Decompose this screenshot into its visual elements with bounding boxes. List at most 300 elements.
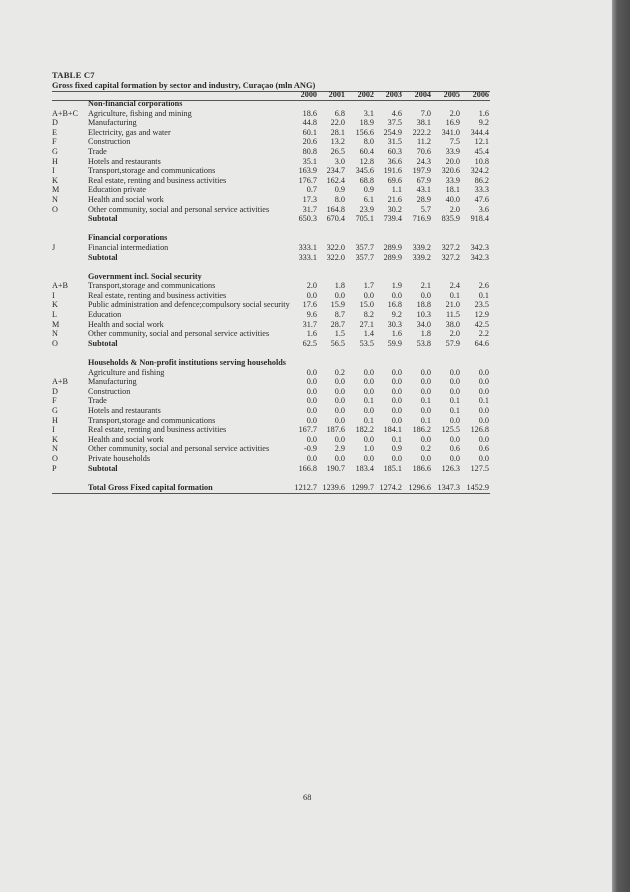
value-2000: 1212.7 (294, 482, 317, 492)
value-2006: 0.1 (478, 396, 489, 406)
value-2002: 0.0 (363, 406, 374, 415)
value-2004: 0.0 (420, 290, 431, 300)
value-2003: 0.1 (391, 434, 402, 444)
value-2000: 650.3 (298, 214, 317, 224)
value-2004: 339.2 (412, 242, 431, 252)
value-2004: 34.0 (416, 319, 431, 329)
value-2005: 320.6 (441, 166, 460, 176)
row-label: Electricity, gas and water (88, 127, 171, 137)
value-2004: 67.9 (416, 175, 431, 185)
value-2002: 156.6 (355, 127, 374, 137)
value-2005: 7.5 (449, 137, 460, 147)
value-2002: 357.7 (355, 242, 374, 252)
value-2000: 0.0 (306, 396, 317, 406)
value-2000: 333.1 (298, 252, 317, 262)
value-2002: 0.0 (363, 386, 374, 396)
subtotal-row (52, 214, 490, 224)
value-2006: 45.4 (474, 146, 489, 156)
value-2006: 47.6 (474, 194, 489, 204)
value-2000: 333.1 (298, 242, 317, 252)
value-2006: 342.3 (470, 252, 489, 262)
value-2006: 0.0 (478, 377, 489, 387)
value-2002: 0.9 (363, 185, 374, 195)
value-2005: 0.0 (449, 415, 460, 425)
industry-code: K (52, 300, 58, 310)
row-label: Other community, social and personal service activities (88, 204, 270, 214)
value-2004: 0.0 (420, 453, 431, 463)
value-2005: 0.1 (449, 396, 460, 406)
value-2005: 33.9 (445, 146, 460, 156)
value-2002: 18.9 (359, 118, 374, 128)
value-2004: 10.3 (416, 310, 431, 320)
row-label: Manufacturing (88, 118, 137, 128)
value-2000: 44.8 (302, 118, 317, 128)
value-2001: 1.8 (334, 281, 345, 291)
value-2005: 0.0 (449, 453, 460, 463)
value-2001: 0.0 (334, 386, 345, 396)
industry-code: N (52, 444, 58, 454)
value-2002: 0.1 (363, 396, 374, 406)
section-heading (52, 272, 490, 282)
value-2000: 17.3 (302, 194, 317, 204)
table-row (52, 387, 490, 397)
value-2003: 191.6 (383, 166, 402, 176)
value-2000: 20.6 (302, 137, 317, 147)
value-2001: 0.0 (334, 396, 345, 406)
value-2000: 31.7 (302, 319, 317, 329)
value-2000: 0.0 (306, 386, 317, 396)
value-2005: 0.1 (449, 290, 460, 300)
value-2000: 0.0 (306, 415, 317, 425)
value-2002: 1.7 (363, 281, 374, 291)
value-2004: 2.1 (420, 281, 431, 291)
value-2006: 126.8 (470, 425, 489, 435)
value-2003: 739.4 (383, 214, 402, 224)
year-header-2002: 2002 (357, 90, 374, 99)
table-row (52, 147, 490, 157)
value-2005: 0.6 (449, 444, 460, 454)
value-2006: 86.2 (474, 175, 489, 185)
value-2003: 0.0 (391, 406, 402, 415)
value-2001: 162.4 (326, 175, 345, 185)
value-2002: 0.0 (363, 453, 374, 463)
row-label: Hotels and restaurants (88, 406, 161, 415)
value-2002: 1.4 (363, 329, 374, 339)
value-2001: 0.0 (334, 453, 345, 463)
industry-code: K (52, 175, 58, 185)
value-2006: 0.0 (478, 434, 489, 444)
value-2002: 12.8 (359, 156, 374, 166)
industry-code: A+B+C (52, 108, 79, 118)
value-2003: 30.2 (387, 204, 402, 214)
value-2004: 0.0 (420, 386, 431, 396)
table-row (52, 425, 490, 435)
row-label: Health and social work (88, 194, 164, 204)
value-2000: 2.0 (306, 281, 317, 291)
value-2004: 186.6 (412, 463, 431, 473)
industry-code: A+B (52, 377, 68, 387)
value-2005: 40.0 (445, 194, 460, 204)
value-2001: 0.2 (334, 367, 345, 377)
year-header-2005: 2005 (443, 90, 460, 99)
value-2005: 11.5 (445, 310, 460, 320)
value-2000: 163.9 (298, 166, 317, 176)
value-2000: -0.9 (304, 444, 317, 454)
value-2003: 1.6 (391, 329, 402, 339)
value-2000: 0.0 (306, 290, 317, 300)
value-2005: 0.0 (449, 367, 460, 377)
value-2001: 164.8 (326, 204, 345, 214)
table-row (52, 310, 490, 320)
row-label: Transport,storage and communications (88, 281, 216, 291)
table-row (52, 329, 490, 339)
value-2004: 43.1 (416, 185, 431, 195)
value-2001: 0.0 (334, 415, 345, 425)
table-row (52, 205, 490, 215)
value-2005: 2.0 (449, 108, 460, 118)
subtotal-row (52, 483, 490, 493)
table-row (52, 195, 490, 205)
value-2004: 339.2 (412, 252, 431, 262)
value-2004: 53.8 (416, 338, 431, 348)
value-2000: 0.7 (306, 185, 317, 195)
industry-code: E (52, 127, 58, 137)
value-2006: 3.6 (478, 204, 489, 214)
bottom-rule (52, 493, 490, 494)
value-2005: 20.0 (445, 156, 460, 166)
section-label: Households & Non-profit institutions serving households (88, 358, 286, 368)
value-2001: 3.0 (334, 156, 345, 166)
value-2000: 0.0 (306, 434, 317, 444)
value-2003: 60.3 (387, 146, 402, 156)
row-label: Health and social work (88, 319, 164, 329)
row-label: Hotels and restaurants (88, 156, 161, 166)
value-2004: 1296.6 (408, 482, 431, 492)
value-2006: 344.4 (470, 127, 489, 137)
section-label: Government incl. Social security (88, 271, 202, 281)
row-label: Real estate, renting and business activities (88, 425, 227, 435)
row-label: Construction (88, 386, 131, 396)
value-2006: 12.9 (474, 310, 489, 320)
value-2006: 10.8 (474, 156, 489, 166)
industry-code: H (52, 156, 58, 166)
value-2003: 0.0 (391, 367, 402, 377)
value-2002: 0.0 (363, 290, 374, 300)
value-2002: 182.2 (355, 425, 374, 435)
table-row (52, 435, 490, 445)
value-2002: 0.0 (363, 377, 374, 387)
value-2004: 716.9 (412, 214, 431, 224)
value-2004: 0.0 (420, 406, 431, 415)
table-row (52, 185, 490, 195)
value-2004: 5.7 (420, 204, 431, 214)
value-2004: 0.1 (420, 396, 431, 406)
value-2001: 0.0 (334, 406, 345, 415)
row-label: Transport,storage and communications (88, 166, 216, 176)
page-number: 68 (303, 793, 312, 802)
year-header-2001: 2001 (328, 90, 345, 99)
industry-code: N (52, 194, 58, 204)
value-2005: 327.2 (441, 252, 460, 262)
value-2001: 8.0 (334, 194, 345, 204)
value-2001: 2.9 (334, 444, 345, 454)
value-2005: 21.0 (445, 300, 460, 310)
value-2005: 0.1 (449, 406, 460, 415)
industry-code: A+B (52, 281, 68, 291)
row-label: Trade (88, 396, 107, 406)
value-2000: 166.8 (298, 463, 317, 473)
row-label: Subtotal (88, 338, 118, 348)
value-2004: 197.9 (412, 166, 431, 176)
value-2003: 184.1 (383, 425, 402, 435)
value-2001: 6.8 (334, 108, 345, 118)
value-2005: 835.9 (441, 214, 460, 224)
row-label: Real estate, renting and business activities (88, 175, 227, 185)
value-2003: 254.9 (383, 127, 402, 137)
value-2002: 357.7 (355, 252, 374, 262)
row-label: Education (88, 310, 122, 320)
table-row (52, 137, 490, 147)
industry-code: P (52, 463, 57, 473)
value-2004: 38.1 (416, 118, 431, 128)
table-id: TABLE C7 (52, 70, 95, 80)
value-2003: 4.6 (391, 108, 402, 118)
value-2004: 0.0 (420, 367, 431, 377)
year-header-2000: 2000 (300, 90, 317, 99)
table-body (52, 99, 490, 492)
value-2005: 126.3 (441, 463, 460, 473)
row-label: Subtotal (88, 214, 118, 224)
value-2001: 0.0 (334, 377, 345, 387)
row-label: Health and social work (88, 434, 164, 444)
industry-code: G (52, 406, 58, 415)
value-2001: 1239.6 (322, 482, 345, 492)
value-2006: 0.0 (478, 453, 489, 463)
value-2001: 13.2 (330, 137, 345, 147)
value-2000: 0.0 (306, 377, 317, 387)
value-2006: 342.3 (470, 242, 489, 252)
industry-code: K (52, 434, 58, 444)
value-2002: 1.0 (363, 444, 374, 454)
table-row (52, 281, 490, 291)
value-2001: 1.5 (334, 329, 345, 339)
table-row (52, 377, 490, 387)
industry-code: G (52, 146, 58, 156)
value-2005: 2.0 (449, 204, 460, 214)
value-2000: 35.1 (302, 156, 317, 166)
row-label: Manufacturing (88, 377, 137, 387)
value-2002: 345.6 (355, 166, 374, 176)
value-2003: 37.5 (387, 118, 402, 128)
value-2005: 0.0 (449, 386, 460, 396)
table-row (52, 109, 490, 119)
value-2005: 0.0 (449, 434, 460, 444)
value-2004: 24.3 (416, 156, 431, 166)
industry-code: M (52, 319, 60, 329)
table-row (52, 157, 490, 167)
value-2004: 28.9 (416, 194, 431, 204)
value-2000: 80.8 (302, 146, 317, 156)
value-2006: 0.0 (478, 406, 489, 415)
row-label: Transport,storage and communications (88, 415, 216, 425)
value-2000: 9.6 (306, 310, 317, 320)
value-2005: 57.9 (445, 338, 460, 348)
value-2004: 7.0 (420, 108, 431, 118)
table-row (52, 166, 490, 176)
value-2006: 12.1 (474, 137, 489, 147)
value-2006: 0.0 (478, 386, 489, 396)
row-label: Real estate, renting and business activities (88, 290, 227, 300)
table-row (52, 291, 490, 301)
value-2001: 670.4 (326, 214, 345, 224)
value-2004: 0.0 (420, 377, 431, 387)
value-2002: 8.0 (363, 137, 374, 147)
value-2000: 176.7 (298, 175, 317, 185)
value-2000: 0.0 (306, 367, 317, 377)
table-row (52, 406, 490, 416)
value-2001: 0.0 (334, 290, 345, 300)
row-label: Education private (88, 185, 146, 195)
row-label: Subtotal (88, 252, 118, 262)
value-2003: 69.6 (387, 175, 402, 185)
value-2005: 16.9 (445, 118, 460, 128)
row-label: Subtotal (88, 463, 118, 473)
row-label: Other community, social and personal service activities (88, 444, 270, 454)
value-2000: 17.6 (302, 300, 317, 310)
value-2003: 1274.2 (379, 482, 402, 492)
value-2002: 1299.7 (351, 482, 374, 492)
year-header-2003: 2003 (385, 90, 402, 99)
value-2001: 190.7 (326, 463, 345, 473)
value-2000: 62.5 (302, 338, 317, 348)
industry-code: D (52, 386, 58, 396)
industry-code: L (52, 310, 58, 320)
value-2005: 33.9 (445, 175, 460, 185)
value-2003: 31.5 (387, 137, 402, 147)
value-2001: 187.6 (326, 425, 345, 435)
value-2006: 0.0 (478, 367, 489, 377)
value-2002: 53.5 (359, 338, 374, 348)
value-2001: 22.0 (330, 118, 345, 128)
value-2006: 127.5 (470, 463, 489, 473)
value-2002: 8.2 (363, 310, 374, 320)
value-2001: 234.7 (326, 166, 345, 176)
value-2001: 0.9 (334, 185, 345, 195)
row-label: Agriculture, fishing and mining (88, 108, 192, 118)
table-row (52, 128, 490, 138)
value-2004: 0.1 (420, 415, 431, 425)
value-2006: 1.6 (478, 108, 489, 118)
value-2006: 0.1 (478, 290, 489, 300)
value-2006: 64.6 (474, 338, 489, 348)
value-2006: 0.0 (478, 415, 489, 425)
value-2003: 0.0 (391, 453, 402, 463)
value-2006: 23.5 (474, 300, 489, 310)
value-2006: 0.6 (478, 444, 489, 454)
table-row (52, 176, 490, 186)
value-2002: 183.4 (355, 463, 374, 473)
row-label: Trade (88, 146, 107, 156)
industry-code: D (52, 118, 58, 128)
table-row (52, 320, 490, 330)
value-2006: 918.4 (470, 214, 489, 224)
subtotal-row (52, 464, 490, 474)
value-2002: 60.4 (359, 146, 374, 156)
value-2001: 56.5 (330, 338, 345, 348)
section-heading (52, 233, 490, 243)
value-2005: 341.0 (441, 127, 460, 137)
page-edge-shadow (612, 0, 630, 892)
row-label: Private households (88, 453, 151, 463)
value-2003: 0.0 (391, 415, 402, 425)
value-2006: 42.5 (474, 319, 489, 329)
value-2001: 28.7 (330, 319, 345, 329)
value-2005: 0.0 (449, 377, 460, 387)
value-2003: 16.8 (387, 300, 402, 310)
value-2000: 31.7 (302, 204, 317, 214)
table-row (52, 416, 490, 426)
industry-code: M (52, 185, 60, 195)
value-2002: 705.1 (355, 214, 374, 224)
row-label: Total Gross Fixed capital formation (88, 482, 213, 492)
industry-code: H (52, 415, 58, 425)
industry-code: J (52, 242, 56, 252)
value-2002: 23.9 (359, 204, 374, 214)
row-label: Financial intermediation (88, 242, 169, 252)
industry-code: I (52, 290, 55, 300)
table-row (52, 396, 490, 406)
subtotal-row (52, 253, 490, 263)
spacer (52, 224, 490, 234)
value-2000: 1.6 (306, 329, 317, 339)
value-2001: 322.0 (326, 252, 345, 262)
spacer (52, 262, 490, 272)
row-label: Public administration and defence;compulsory social security (88, 300, 290, 310)
value-2003: 1.9 (391, 281, 402, 291)
value-2003: 0.9 (391, 444, 402, 454)
value-2004: 186.2 (412, 425, 431, 435)
value-2001: 15.9 (330, 300, 345, 310)
value-2001: 26.5 (330, 146, 345, 156)
section-heading (52, 358, 490, 368)
spacer (52, 348, 490, 358)
year-header-2006: 2006 (472, 90, 489, 99)
value-2003: 0.0 (391, 396, 402, 406)
value-2006: 1452.9 (466, 482, 489, 492)
value-2001: 322.0 (326, 242, 345, 252)
value-2005: 1347.3 (437, 482, 460, 492)
table-row (52, 118, 490, 128)
value-2000: 18.6 (302, 108, 317, 118)
value-2003: 0.0 (391, 377, 402, 387)
spacer (52, 473, 490, 483)
row-label: Construction (88, 137, 131, 147)
value-2004: 222.2 (412, 127, 431, 137)
value-2003: 30.3 (387, 319, 402, 329)
value-2002: 27.1 (359, 319, 374, 329)
value-2002: 6.1 (363, 194, 374, 204)
value-2000: 60.1 (302, 127, 317, 137)
value-2006: 324.2 (470, 166, 489, 176)
value-2003: 59.9 (387, 338, 402, 348)
industry-code: F (52, 396, 57, 406)
value-2005: 125.5 (441, 425, 460, 435)
value-2005: 2.0 (449, 329, 460, 339)
value-2002: 15.0 (359, 300, 374, 310)
year-header-2004: 2004 (414, 90, 431, 99)
row-label: Agriculture and fishing (88, 367, 165, 377)
section-label: Financial corporations (88, 233, 168, 243)
